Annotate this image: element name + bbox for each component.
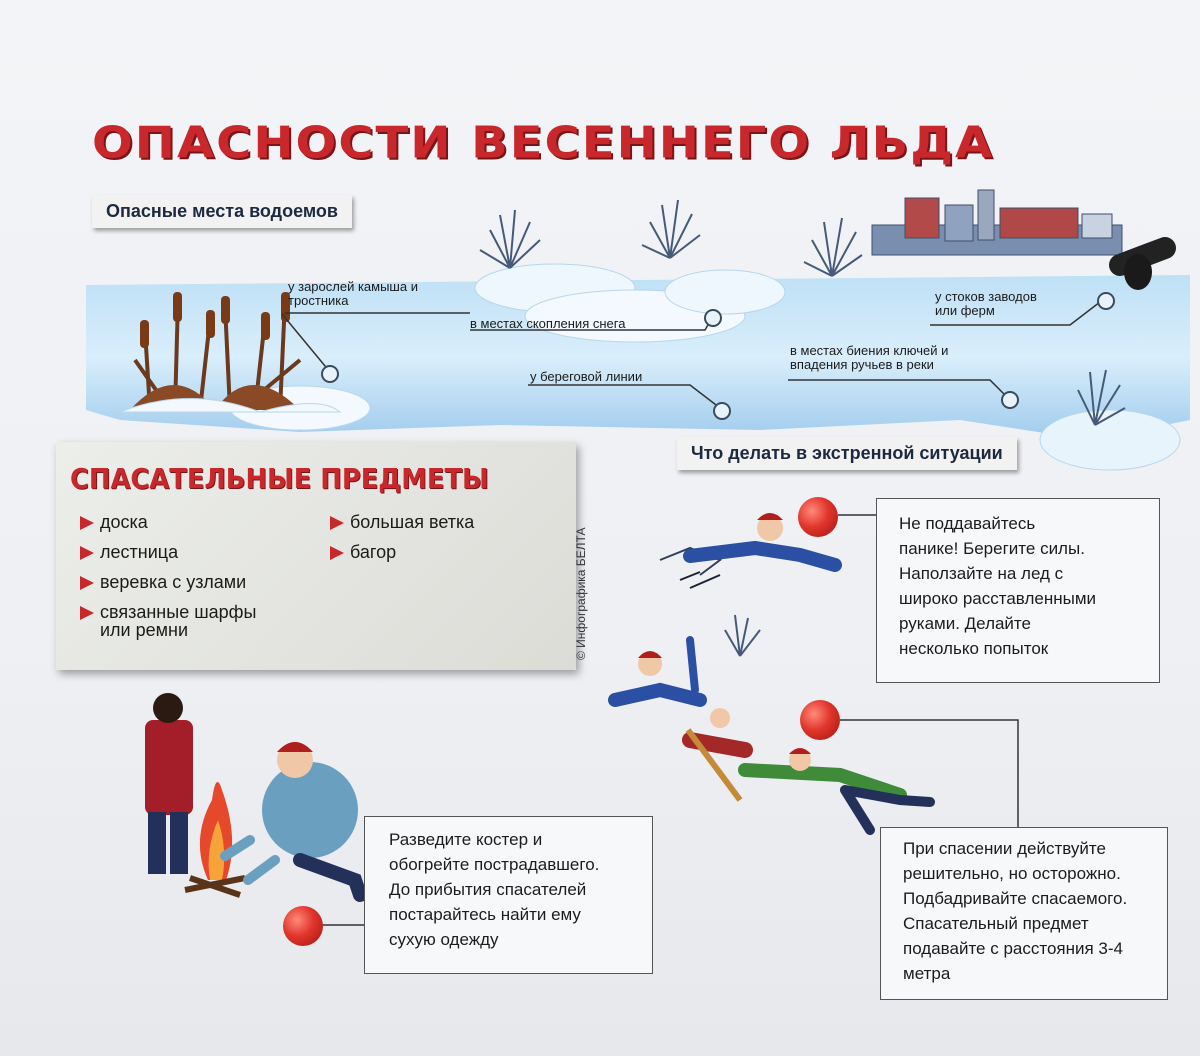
bush-icon [804,218,862,276]
rescue-item: лестница [80,543,178,561]
arrow-icon [80,576,94,590]
arrow-icon [330,546,344,560]
callout-line: впадения ручьев в реки [790,357,934,372]
callout-line: или ферм [935,303,995,318]
rescue-items-title: СПАСАТЕЛЬНЫЕ ПРЕДМЕТЫ [70,462,489,495]
rescue-item-continuation: или ремни [100,620,189,640]
marker-ball-icon [800,700,840,740]
emergency-heading: Что делать в экстренной ситуации [677,437,1017,470]
rescue-item: большая ветка [330,513,474,531]
rescue-item: доска [80,513,148,531]
callout-shoreline [530,370,642,384]
callout-marker [1001,391,1019,409]
bush-icon [725,615,760,656]
arrow-icon [80,546,94,560]
callout-marker [713,402,731,420]
snow-pile [1040,410,1180,470]
callout-line: тростника [288,293,349,308]
dangerous-places-heading: Опасные места водоемов [92,195,352,228]
callout-marker [321,365,339,383]
arrow-icon [330,516,344,530]
tip-text: Разведите костер и обогрейте пострадавшего. До прибытия спасателей постарайтесь найти ему сухую одежду [389,830,600,949]
bush-icon [642,200,700,258]
bush-icon [480,210,540,268]
arrow-icon [80,606,94,620]
callout-springs [790,344,948,372]
page-title: ОПАСНОСТИ ВЕСЕННЕГО ЛЬДА [92,118,995,169]
callout-line: в местах скопления снега [470,316,626,331]
callout-marker [1097,292,1115,310]
callout-line: у стоков заводов [935,289,1037,304]
tip-box-rescue [880,827,1168,1000]
rescue-item: связанные шарфы [80,603,256,621]
callout-line: у зарослей камыша и [288,279,418,294]
tip-text: Не поддавайтесь панике! Берегите силы. Наползайте на лед с широко расставленными руками. Делайте несколько попыток [899,514,1097,658]
marker-ball-icon [283,906,323,946]
factory-illustration [872,190,1165,290]
callout-line: у береговой линии [530,369,643,384]
rescue-item: веревка с узлами [80,573,246,591]
marker-ball-icon [798,497,838,537]
tip-text: При спасении действуйте решительно, но осторожно. Подбадривайте спасаемого. Спасательный предмет подавайте с расстояния 3-4 метра [903,839,1128,983]
infographic-credit: © Инфографика БЕЛТА [574,527,588,660]
callout-marker [704,309,722,327]
callout-reeds [288,280,418,308]
campfire-illustration [145,693,360,895]
callout-line: в местах биения ключей и [790,343,949,358]
arrow-icon [80,516,94,530]
rescue-item: багор [330,543,396,561]
callout-factory-drain [935,290,1037,318]
snow-pile [665,270,785,314]
tip-box-crawl [876,498,1160,683]
callout-snow [470,317,625,331]
tip-box-fire [364,816,653,974]
